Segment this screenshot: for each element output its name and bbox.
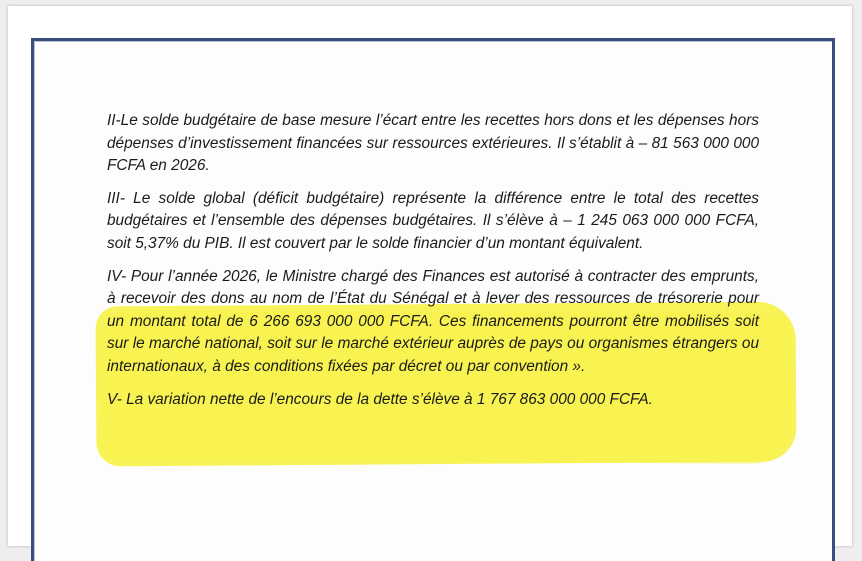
document-body — [107, 110, 759, 421]
paragraph-iv-highlighted: IV- Pour l’année 2026, le Ministre chargé des Finances est autorisé à contracter des emprunts, à recevoir des dons au nom de l’État du Sénégal et à lever des ressources de trésorerie pour un montant total de 6 266 693 000 000 FCFA. Ces financements pourront être mobilisés soit sur le marché national, soit sur le marché extérieur auprès de pays ou organismes étrangers ou internationaux, à des conditions fixées par décret ou par convention ». — [107, 267, 759, 375]
paragraph-ii: II-Le solde budgétaire de base mesure l’écart entre les recettes hors dons et les dépenses hors dépenses d’investissement financées sur ressources extérieures. Il s’établit à – 81 563 000 000 FCFA en 2026. — [107, 112, 759, 175]
paragraph-iii: III- Le solde global (déficit budgétaire) représente la différence entre le total des recettes budgétaires et l’ensemble des dépenses budgétaires. Il s’élève à – 1 245 063 000 000 FCFA, soit 5,37% du PIB. Il est couvert par le solde financier d’un montant équivalent. — [107, 189, 759, 252]
paragraph-v: V- La variation nette de l’encours de la dette s’élève à 1 767 863 000 000 FCFA. — [107, 390, 653, 408]
